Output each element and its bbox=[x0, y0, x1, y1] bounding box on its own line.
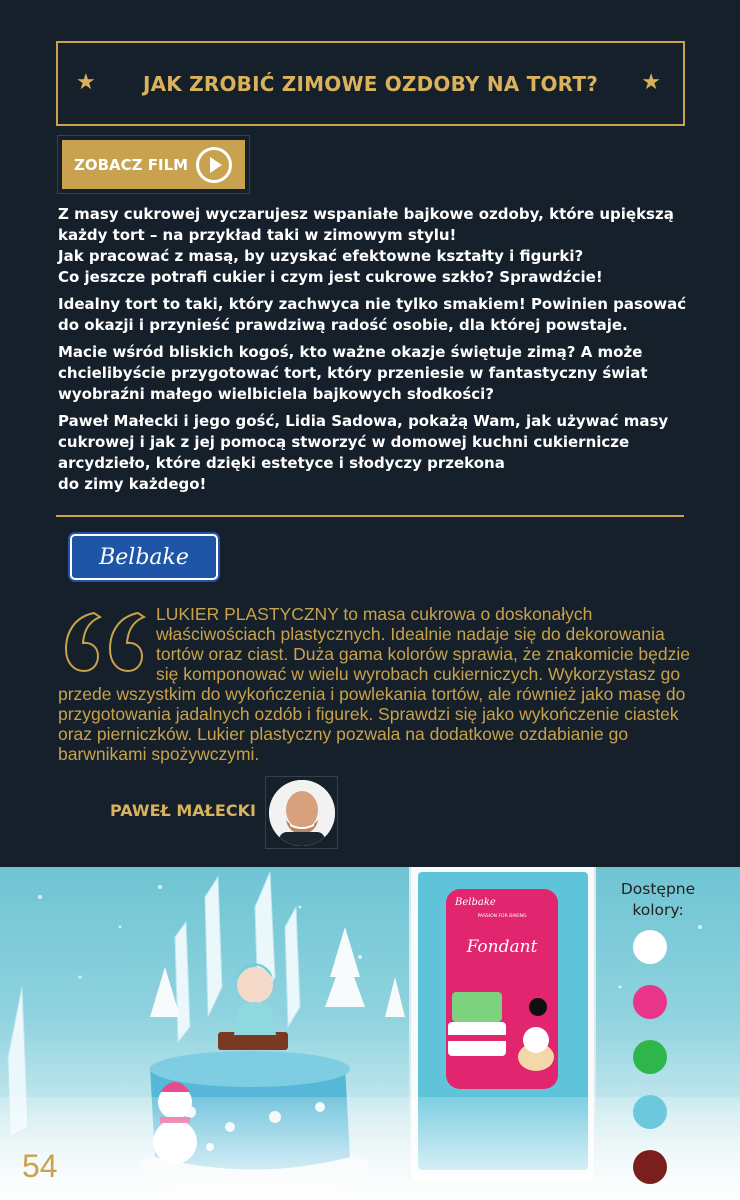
belbake-logo bbox=[70, 534, 218, 580]
color-swatch bbox=[633, 985, 667, 1019]
intro-paragraph: Idealny tort to taki, który zachwyca nie tylko smakiem! Powinien pasować do okazji i przynieść prawdziwą radość osobie, dla której powstaje. bbox=[58, 295, 687, 334]
avatar-frame bbox=[265, 776, 338, 849]
watch-film-label: ZOBACZ FILM bbox=[74, 155, 189, 174]
svg-text:Belbake: Belbake bbox=[455, 897, 496, 908]
star-icon: ★ bbox=[641, 70, 661, 95]
available-colors-label: Dostępne kolory: bbox=[620, 880, 696, 919]
film-button-frame bbox=[57, 135, 250, 194]
intro-paragraph: Z masy cukrowej wyczarujesz wspaniałe bajkowe ozdoby, które upiększą każdy tort – na przykład taki w zimowym stylu! Jak pracować z masą, by uzyskać efektowne kształty i figurki? Co jeszcze potrafi cukier i czym jest cukrowe szkło? Sprawdźcie! bbox=[58, 205, 674, 286]
title-box bbox=[56, 41, 685, 126]
quote-author: PAWEŁ MAŁECKI bbox=[110, 801, 256, 820]
page-number: 54 bbox=[22, 1148, 58, 1184]
quote-text: LUKIER PLASTYCZNY to masa cukrowa o doskonałych właściwościach plastycznych. Idealnie nadaje się do dekorowania tortów oraz ciast. Duża gama kolorów sprawia, że znakomicie będzie się komponować w wielu wyrobach cukierniczych. Wykorzystasz go przede wszystkim do wykończenia i powlekania tortów, ale również jako masę do przygotowania jadalnych ozdób i figurek. Sprawdzi się jako wykończenie ciastek oraz pierniczków. Lukier plastyczny pozwala na dodatkowe ozdabianie go barwnikami spożywczymi. bbox=[58, 604, 690, 764]
quote-block bbox=[58, 604, 708, 764]
avatar bbox=[269, 780, 335, 846]
svg-text:PASSION FOR BAKING: PASSION FOR BAKING bbox=[477, 914, 527, 919]
color-swatch bbox=[633, 1095, 667, 1129]
star-icon: ★ bbox=[76, 70, 96, 95]
page-title: JAK ZROBIĆ ZIMOWE OZDOBY NA TORT? bbox=[142, 71, 599, 96]
logo-text: Belbake bbox=[99, 544, 189, 570]
intro-paragraph: Macie wśród bliskich kogoś, kto ważne okazje świętuje zimą? A może chcielibyście przygotować tort, który przeniesie w fantastyczny świat wyobraźni małego wielbiciela bajkowych słodkości? bbox=[58, 343, 648, 403]
play-icon bbox=[196, 147, 232, 183]
watch-film-button[interactable] bbox=[62, 140, 245, 189]
color-swatch bbox=[633, 1040, 667, 1074]
divider bbox=[56, 515, 684, 517]
color-swatch bbox=[633, 1150, 667, 1184]
svg-text:Fondant: Fondant bbox=[466, 937, 538, 957]
color-swatch bbox=[633, 930, 667, 964]
color-swatches bbox=[633, 930, 667, 1200]
intro-paragraph: Paweł Małecki i jego gość, Lidia Sadowa, pokażą Wam, jak używać masy cukrowej i jak z jej pomocą stworzyć w domowej kuchni cukiernicze arcydzieło, które dzięki estetyce i słodyczy przekona do zimy każdego! bbox=[58, 412, 669, 493]
intro-text bbox=[58, 204, 708, 501]
